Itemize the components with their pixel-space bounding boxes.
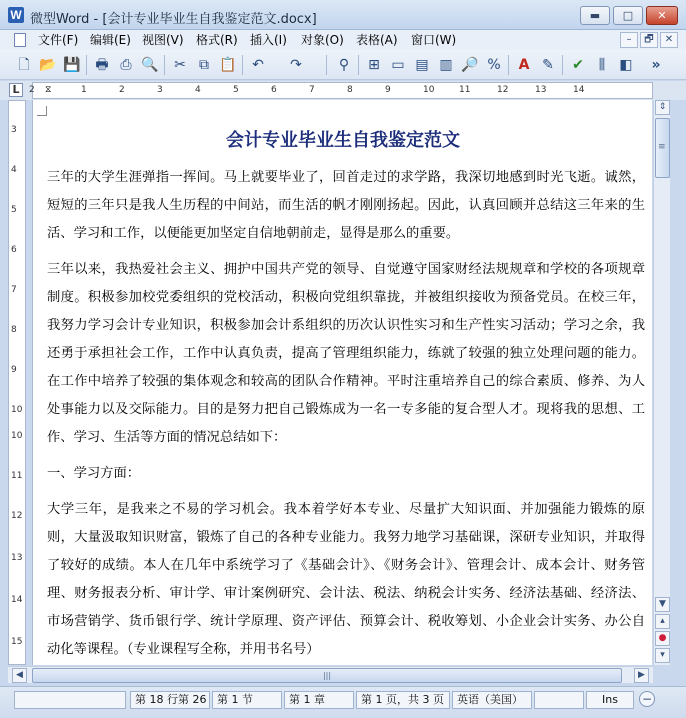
vruler-label: 7 [11,285,17,295]
insert-header-icon[interactable]: ▤ [415,57,429,73]
zoom-icon[interactable]: 🔎 [461,57,479,73]
status-bar [0,686,686,718]
minimize-button[interactable]: ▬ [580,6,610,25]
window-title: 微型Word - [会计专业毕业生自我鉴定范文.docx] [30,12,317,27]
document-paragraph: 三年以来，我热爱社会主义、拥护中国共产党的领导、自觉遵守国家财经法规规章和学校的各项规章制度。积极参加校党委组织的党校活动，积极向党组织靠拢，并被组织接收为预备党员。在校三年，我努力学习会计专业知识，积极参加会计系组织的历次认识性实习和生产性实习活动；学习之余，我还勇于承担社会工作，工作中认真负责，提高了管理组织能力，练就了较强的独立处理问题的能力。在工作中培养了较强的集体观念和较高的团队合作精神。平时注重培养自己的综合素质、修养、为人处事能力以及交际能力。目的是努力把自己锻炼成为一名一专多能的复合型人才。现将我的思想、工作、学习、生活等方面的情况总结如下： [47,262,645,445]
export-pdf-icon[interactable]: ⎙ [120,57,132,73]
toolbar-separator [562,55,563,75]
vruler-label: 3 [11,125,17,135]
document-page[interactable] [32,100,652,665]
maximize-button[interactable]: □ [613,6,643,25]
ruler-label: 10 [423,85,435,95]
ruler-label: 4 [195,85,201,95]
status-blank [14,691,126,709]
scroll-left-icon[interactable]: ◀ [12,668,27,683]
vruler-label: 15 [11,637,23,647]
split-handle-icon[interactable]: ⇕ [655,100,670,115]
document-title: 会计专业毕业生自我鉴定范文 [226,130,460,151]
vruler-label: 8 [11,325,17,335]
menu-format[interactable]: 格式(R) [196,33,238,47]
vruler-label: 12 [11,511,23,521]
redo-icon[interactable]: ↷ [290,57,302,73]
status-page: 第 1 页，共 3 页 [356,691,450,709]
doc-close-button[interactable]: ✕ [660,32,678,48]
next-page-icon[interactable]: ▾ [655,648,670,663]
ruler-label: 9 [385,85,391,95]
menu-edit[interactable]: 编辑(E) [90,33,131,47]
menu-file[interactable]: 文件(F) [38,33,79,47]
ruler-label: 3 [157,85,163,95]
insert-field-icon[interactable]: ⊞ [368,57,380,73]
horizontal-scroll-thumb[interactable]: ||| [32,668,622,683]
thumb-grip-icon: ≡ [658,142,666,152]
status-insert-mode[interactable]: Ins [586,691,634,709]
insert-textbox-icon[interactable]: ▭ [391,57,405,73]
scroll-right-icon[interactable]: ▶ [634,668,649,683]
toolbar-separator [164,55,165,75]
doc-restore-button[interactable]: 🗗 [640,32,658,48]
undo-icon[interactable]: ↶ [252,57,264,73]
insert-footer-icon[interactable]: ▥ [439,57,453,73]
paste-icon[interactable]: 📋 [219,57,237,73]
ruler-label: 13 [535,85,547,95]
menu-bar [0,30,686,50]
close-button[interactable]: ✕ [646,6,678,25]
title-bar[interactable] [0,0,686,30]
ruler-label: 2 [119,85,125,95]
format-icon[interactable]: ✎ [542,57,554,73]
vruler-label: 14 [11,595,23,605]
document-paragraph: 大学三年，是我来之不易的学习机会。我本着学好本专业、尽量扩大知识面、并加强能力锻炼的原则，大量汲取知识财富，锻炼了自己的各种专业能力。我努力地学习基础课，深研专业知识，并取得了较好的成绩。本人在几年中系统学习了《基础会计》、《财务会计》、管理会计、成本会计、财务管理、财务报表分析、审计学、审计案例研究、会计法、税法、纳税会计实务、经济法基础、经济法、市场营销学、货币银行学、统计学原理、资产评估、预算会计、税收筹划、小企业会计实务、办公自动化等课程。（专业课程写全称，并用书名号） [47,502,645,657]
standard-toolbar [0,50,686,80]
vruler-label: 6 [11,245,17,255]
save-icon[interactable]: 💾 [63,57,81,73]
vruler-label: 11 [11,471,23,481]
status-spacer [534,691,584,709]
status-section: 第 1 节 [212,691,282,709]
print-preview-icon[interactable]: 🔍 [141,57,159,73]
ruler-label: 14 [573,85,585,95]
cut-icon[interactable]: ✂ [174,57,186,73]
open-folder-icon[interactable]: 📂 [39,57,57,73]
toolbar-separator [242,55,243,75]
vruler-label: 4 [11,165,17,175]
vruler-label: 5 [11,205,17,215]
status-line-column: 第 18 行第 26 [130,691,210,709]
vruler-label: 10 [11,405,23,415]
vruler-label: 13 [11,553,23,563]
ruler-label: 7 [309,85,315,95]
ruler-label: 2 [29,85,35,95]
toolbar-overflow-icon[interactable]: » [651,57,661,73]
previous-page-icon[interactable]: ▴ [655,614,670,629]
ruler-label: 8 [347,85,353,95]
menu-insert[interactable]: 插入(I) [250,33,287,47]
menu-table[interactable]: 表格(A) [356,33,398,47]
ruler-label: 1 [81,85,87,95]
document-heading: 一、学习方面： [47,466,141,481]
browse-object-icon[interactable]: ● [655,631,670,646]
vertical-scrollbar[interactable] [653,100,670,665]
toolbar-separator [86,55,87,75]
copy-icon[interactable]: ⧉ [199,57,209,73]
columns-icon[interactable]: ⫼ [598,57,606,73]
vruler-label: 10 [11,431,23,441]
spellcheck-icon[interactable]: ✔ [572,57,584,73]
menu-view[interactable]: 视图(V) [142,33,184,47]
percent-icon[interactable]: % [487,57,501,73]
vertical-scroll-thumb[interactable] [655,118,670,178]
properties-icon[interactable]: ◧ [619,57,633,73]
horizontal-scrollbar[interactable] [8,666,653,683]
ruler-label: 5 [233,85,239,95]
find-icon[interactable]: ⚲ [338,57,350,73]
zoom-out-button[interactable]: − [639,691,655,707]
menu-object[interactable]: 对象(O) [301,33,344,47]
status-chapter: 第 1 章 [284,691,354,709]
toolbar-separator [508,55,509,75]
tab-stop-selector[interactable]: L [9,83,23,97]
menu-window[interactable]: 窗口(W) [411,33,457,47]
document-menu-icon[interactable] [14,33,26,47]
horizontal-ruler[interactable] [29,82,653,99]
margin-corner-mark [37,106,47,116]
doc-minimize-button[interactable]: – [620,32,638,48]
vertical-ruler[interactable] [8,100,26,665]
toolbar-separator [326,55,327,75]
status-language[interactable]: 英语（美国） [452,691,532,709]
ruler-label: 6 [271,85,277,95]
ruler-label: 12 [497,85,509,95]
indent-marker-icon[interactable]: ⧖ [45,85,52,95]
ruler-row [0,81,686,100]
font-color-icon[interactable]: A [518,57,530,73]
vruler-label: 9 [11,365,17,375]
document-paragraph: 三年的大学生涯弹指一挥间。马上就要毕业了，回首走过的求学路，我深切地感到时光飞逝。诚然，短短的三年只是我人生历程的中间站，而生活的帆才刚刚扬起。因此，认真回顾并总结这三年来的生活、学习和工作，以便能更加坚定自信地朝前走，显得是那么的重要。 [47,170,645,241]
print-icon[interactable]: 🖶 [95,57,109,73]
scroll-down-icon[interactable]: ▼ [655,597,670,612]
word-app-icon[interactable]: W [8,7,24,23]
new-document-icon[interactable]: 🗋 [18,57,30,73]
ruler-label: 11 [459,85,471,95]
toolbar-separator [358,55,359,75]
